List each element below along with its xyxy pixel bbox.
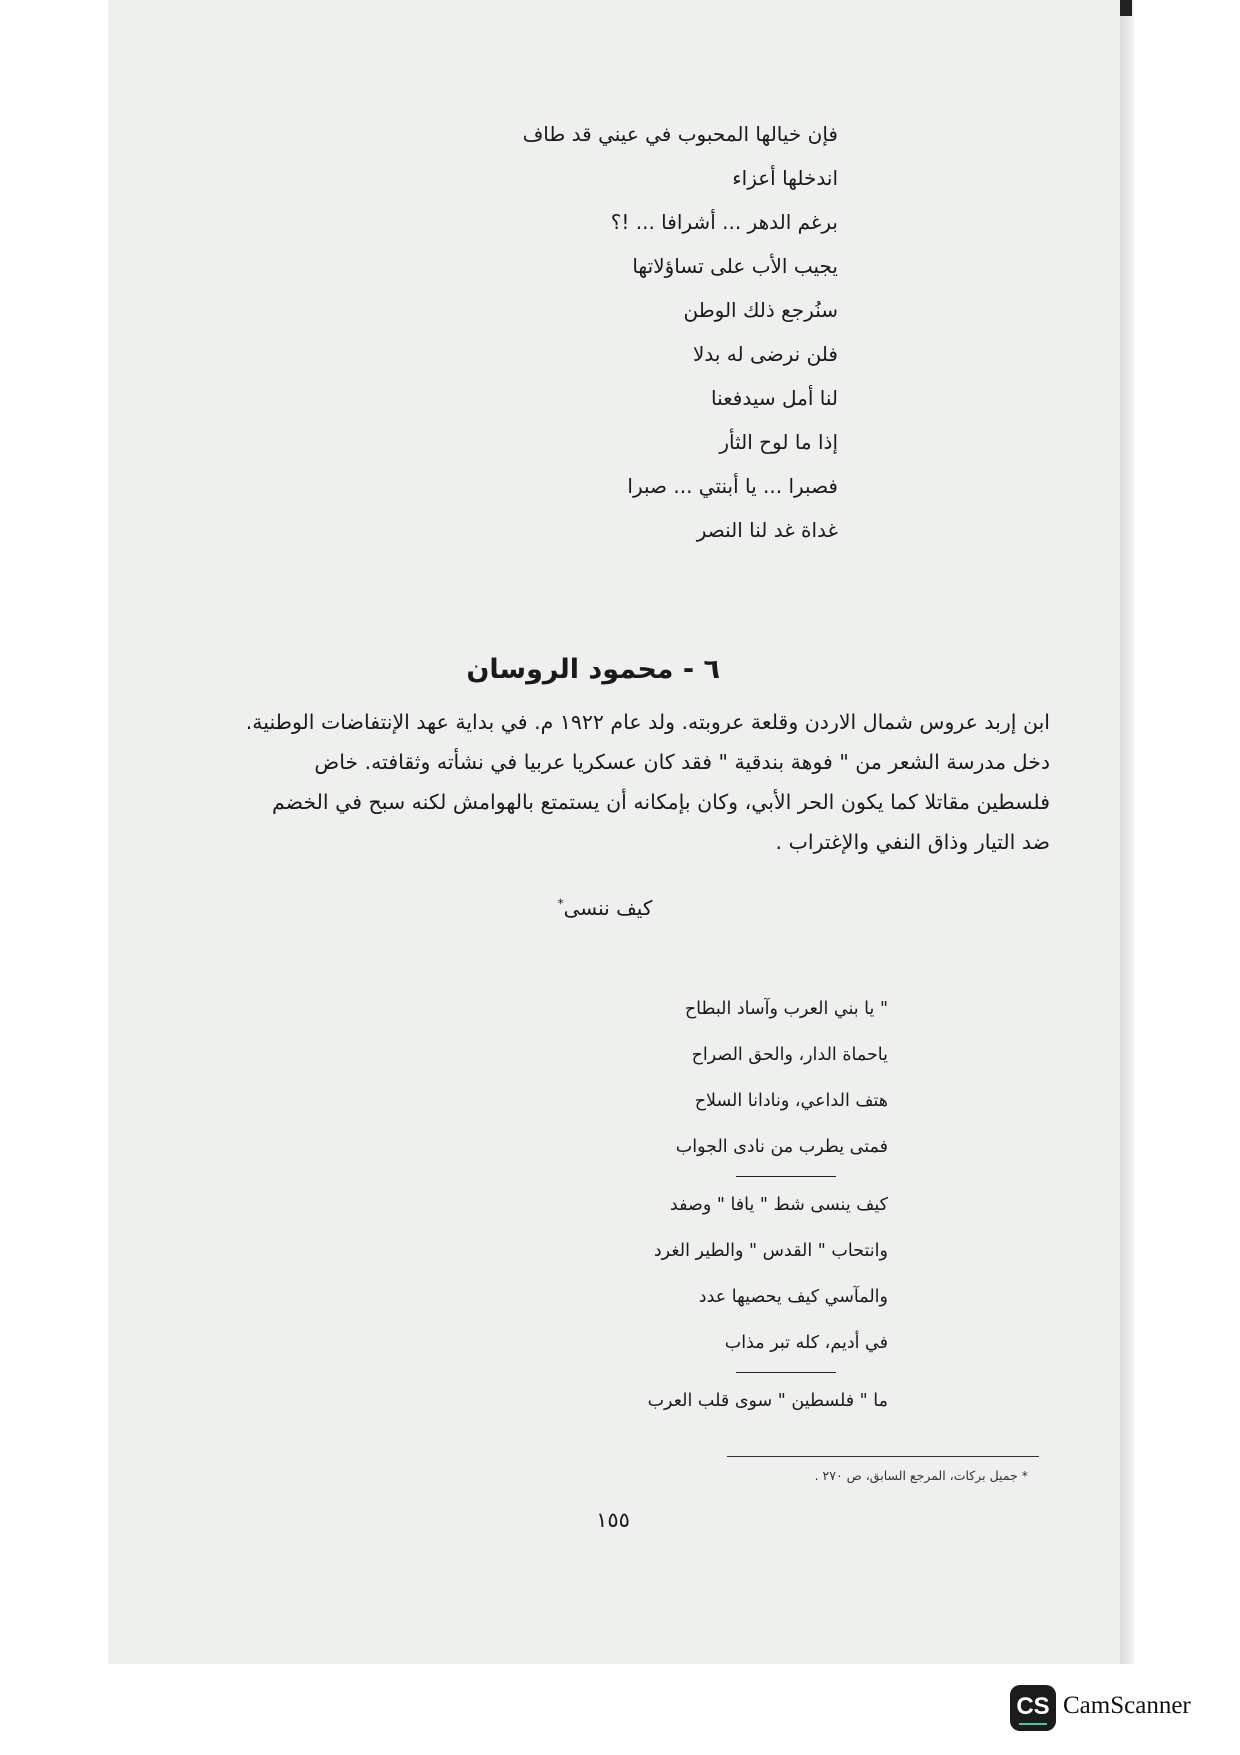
poem-line: إذا ما لوح الثأر	[719, 430, 838, 454]
camscanner-logo-text: CS	[1016, 1693, 1050, 1720]
camscanner-watermark: CamScanner	[1063, 1692, 1191, 1719]
biography-line: ضد التيار وذاق النفي والإغتراب .	[775, 830, 1050, 854]
poem-line: فلن نرضى له بدلا	[692, 342, 838, 366]
biography-line: فلسطين مقاتلا كما يكون الحر الأبي، وكان بإمكانه أن يستمتع بالهوامش لكنه سبح في الخضم	[272, 790, 1050, 814]
poem-body	[568, 986, 888, 1424]
poet-biography	[190, 702, 1050, 862]
footnote-divider	[727, 1456, 1039, 1457]
scan-margin	[1134, 0, 1240, 1664]
poem-line: ما " فلسطين " سوى قلب العرب	[647, 1391, 888, 1411]
poem-line: فمتى يطرب من نادى الجواب	[675, 1137, 888, 1157]
footnote: * جميل بركات، المرجع السابق، ص ٢٧٠ .	[814, 1468, 1028, 1483]
stanza-divider	[736, 1372, 836, 1373]
poem-line: فإن خيالها المحبوب في عيني قد طاف	[522, 122, 838, 146]
poem-excerpt	[478, 112, 838, 552]
footnote-marker: *	[557, 896, 564, 911]
poem-line: فصبرا ... يا أبنتي ... صبرا	[627, 474, 838, 498]
poem-line: " يا بني العرب وآساد البطاح	[684, 999, 888, 1019]
poem-line: ياحماة الدار، والحق الصراح	[691, 1045, 888, 1065]
poem-line: سنُرجع ذلك الوطن	[683, 298, 838, 322]
camscanner-logo-icon	[1010, 1685, 1056, 1731]
poem-line: لنا أمل سيدفعنا	[711, 386, 838, 410]
page-binding-shadow	[1120, 0, 1134, 1664]
poem-title	[520, 896, 690, 920]
stanza-divider	[736, 1176, 836, 1177]
biography-line: دخل مدرسة الشعر من " فوهة بندقية " فقد كان عسكريا عربيا في نشأته وثقافته. خاض	[314, 750, 1050, 774]
poem-line: في أديم، كله تبر مذاب	[724, 1333, 888, 1353]
poem-line: وانتحاب " القدس " والطير الغرد	[653, 1241, 888, 1261]
section-heading: ٦ - محمود الروسان	[466, 654, 720, 685]
poem-line: كيف ينسى شط " يافا " وصفد	[669, 1195, 888, 1215]
poem-line: اندخلها أعزاء	[732, 166, 838, 190]
poem-line: والمآسي كيف يحصيها عدد	[698, 1287, 888, 1307]
poem-line: هتف الداعي، ونادانا السلاح	[694, 1091, 888, 1111]
page-number: ١٥٥	[596, 1508, 630, 1532]
poem-line: يجيب الأب على تساؤلاتها	[632, 254, 838, 278]
poem-title-text: كيف ننسى	[563, 896, 653, 920]
biography-line: ابن إربد عروس شمال الاردن وقلعة عروبته. ولد عام ١٩٢٢ م. في بداية عهد الإنتفاضات الوطنية.	[245, 710, 1050, 734]
poem-line: برغم الدهر ... أشرافا ... !؟	[610, 210, 838, 234]
poem-line: غداة غد لنا النصر	[696, 518, 838, 542]
scan-corner-mark	[1120, 0, 1132, 16]
